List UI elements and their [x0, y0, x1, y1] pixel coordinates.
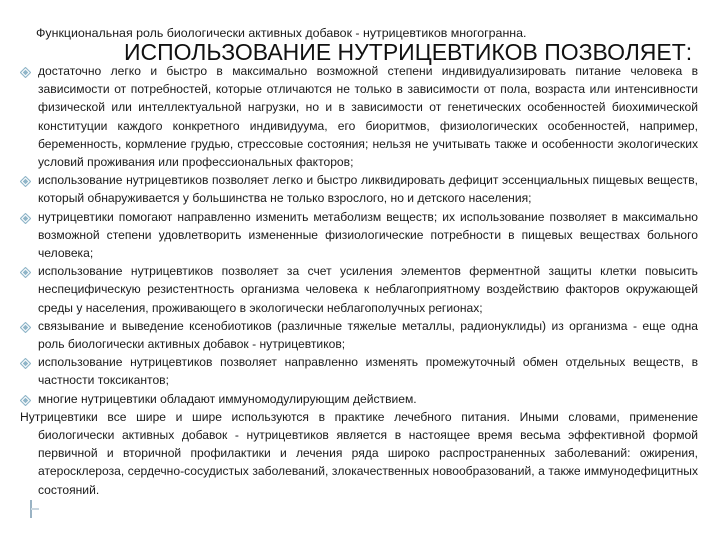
corner-decoration-icon	[28, 498, 42, 520]
bullet-text: использование нутрицевтиков позволяет за счет усиления элементов ферментной защиты клетки повысить неспецифическую резистентность организма человека к неблагоприятному воздействию факторов окружающей среды у населения, проживающего в экологически неблагополучных регионах;	[38, 264, 698, 315]
slide-content	[20, 62, 698, 499]
diamond-bullet-icon	[20, 67, 31, 78]
diamond-bullet-icon	[20, 322, 31, 333]
bullet-item	[20, 262, 698, 317]
bullet-item	[20, 353, 698, 389]
bullet-text: использование нутрицевтиков позволяет легко и быстро ликвидировать дефицит эссенциальных пищевых веществ, который обнаруживается у большинства не только взрослого, но и детского населения;	[38, 173, 698, 206]
diamond-bullet-icon	[20, 176, 31, 187]
slide-title: ИСПОЛЬЗОВАНИЕ НУТРИЦЕВТИКОВ ПОЗВОЛЯЕТ:	[124, 39, 693, 65]
diamond-bullet-icon	[20, 267, 31, 278]
bullet-item	[20, 171, 698, 207]
bullet-list	[20, 62, 698, 408]
intro-text: Функциональная роль биологически активных добавок - нутрицевтиков многогранна.	[36, 26, 527, 40]
bullet-item	[20, 208, 698, 263]
closing-paragraph: Нутрицевтики все шире и шире используются в практике лечебного питания. Иными словами, применение биологически активных добавок - нутрицевтиков является в настоящее время весьма эффективной формой первичной и вторичной профилактики и лечения ряда широко распространенных заболеваний: ожирения, атеросклероза, сердечно-сосудистых заболеваний, злокачественных новообразований, а также иммунодефицитных состояний.	[20, 409, 698, 497]
diamond-bullet-icon	[20, 358, 31, 369]
bullet-text: использование нутрицевтиков позволяет направленно изменять промежуточный обмен отдельных веществ, в частности токсикантов;	[38, 355, 698, 388]
bullet-text: нутрицевтики помогают направленно изменить метаболизм веществ; их использование позволяет в максимально возможной степени удовлетворить измененные физиологические потребности в пищевых веществах больного человека;	[38, 209, 698, 261]
bullet-text: связывание и выведение ксенобиотиков (различные тяжелые металлы, радионуклиды) из организма - еще одна роль биологически активных добавок - нутрицевтиков;	[38, 318, 698, 352]
bullet-item	[20, 390, 698, 408]
bullet-item	[20, 62, 698, 171]
diamond-bullet-icon	[20, 395, 31, 406]
diamond-bullet-icon	[20, 213, 31, 224]
bullet-text: достаточно легко и быстро в максимально возможной степени индивидуализировать питание человека в зависимости от потребностей, которые отличаются не только в зависимости от пола, возраста или интенсивности физической или интеллектуальной нагрузки, но и в зависимости от генетических особенностей биохимической конституции каждого конкретного индивидуума, его биоритмов, физиологических особенностей, например, беременность, кормление грудью, стрессовые состояния; нельзя не учитывать также и особенности экологических условий проживания или профессиональных факторов;	[38, 64, 698, 170]
bullet-item	[20, 317, 698, 353]
bullet-text: многие нутрицевтики обладают иммуномодулирующим действием.	[38, 391, 417, 406]
